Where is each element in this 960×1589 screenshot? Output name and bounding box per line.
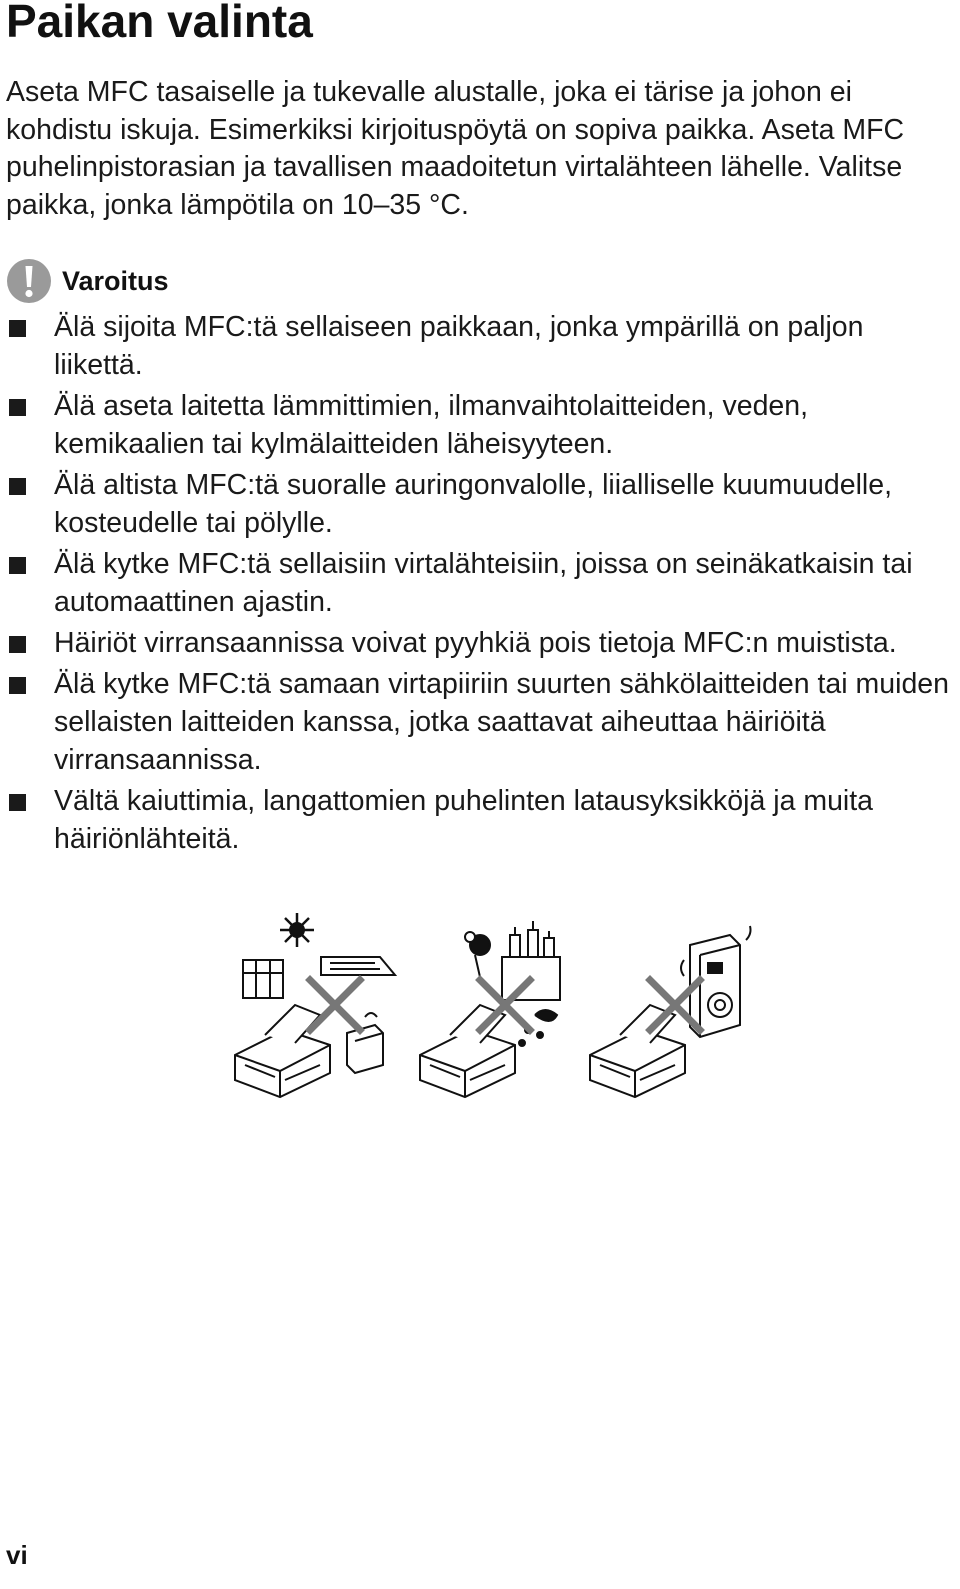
placement-illustration xyxy=(225,905,765,1105)
warning-list xyxy=(0,308,955,861)
list-item-text: Älä kytke MFC:tä samaan virtapiiriin suurten sähkölaitteiden tai muiden sellaisten laitteiden kanssa, jotka saattavat aiheuttaa häiriöitä virransaannissa. xyxy=(54,668,949,776)
list-item-text: Älä aseta laitetta lämmittimien, ilmanvaihtolaitteiden, veden, kemikaalien tai kylmälaitteiden läheisyyteen. xyxy=(54,390,809,460)
bullet-square-icon xyxy=(9,478,26,495)
intro-paragraph: Aseta MFC tasaiselle ja tukevalle alustalle, joka ei tärise ja johon ei kohdistu iskuja. Esimerkiksi kirjoituspöytä on sopiva paikka. Aseta MFC puhelinpistorasian ja tavallisen maadoitetun virtalähteen lähelle. Valitse paikka, jonka lämpötila on 10–35 °C. xyxy=(6,76,905,221)
printer-near-chemicals-icon xyxy=(420,921,560,1097)
list-item xyxy=(0,624,955,662)
bullet-square-icon xyxy=(9,320,26,337)
warning-header xyxy=(6,258,169,304)
bullet-square-icon xyxy=(9,794,26,811)
exclamation-icon xyxy=(6,258,52,304)
list-item xyxy=(0,545,955,621)
bullet-square-icon xyxy=(9,677,26,694)
list-item xyxy=(0,782,955,858)
cross-mark-icon xyxy=(310,980,360,1030)
list-item-text: Älä sijoita MFC:tä sellaiseen paikkaan, jonka ympärillä on paljon liikettä. xyxy=(54,311,864,381)
bullet-square-icon xyxy=(9,557,26,574)
list-item xyxy=(0,665,955,779)
printer-near-heater-icon xyxy=(235,913,395,1097)
list-item xyxy=(0,308,955,384)
list-item xyxy=(0,466,955,542)
list-item-text: Vältä kaiuttimia, langattomien puhelinten latausyksikköjä ja muita häiriönlähteitä. xyxy=(54,785,874,855)
list-item-text: Älä altista MFC:tä suoralle auringonvalolle, liialliselle kuumuudelle, kosteudelle tai pölylle. xyxy=(54,469,892,539)
bullet-square-icon xyxy=(9,636,26,653)
list-item xyxy=(0,387,955,463)
list-item-text: Häiriöt virransaannissa voivat pyyhkiä pois tietoja MFC:n muistista. xyxy=(54,627,897,659)
list-item-text: Älä kytke MFC:tä sellaisiin virtalähteisiin, joissa on seinäkatkaisin tai automaattinen ajastin. xyxy=(54,548,913,618)
page-number: vi xyxy=(6,1540,28,1570)
warning-title: Varoitus xyxy=(62,265,169,296)
page-title: Paikan valinta xyxy=(6,0,313,47)
bullet-square-icon xyxy=(9,399,26,416)
